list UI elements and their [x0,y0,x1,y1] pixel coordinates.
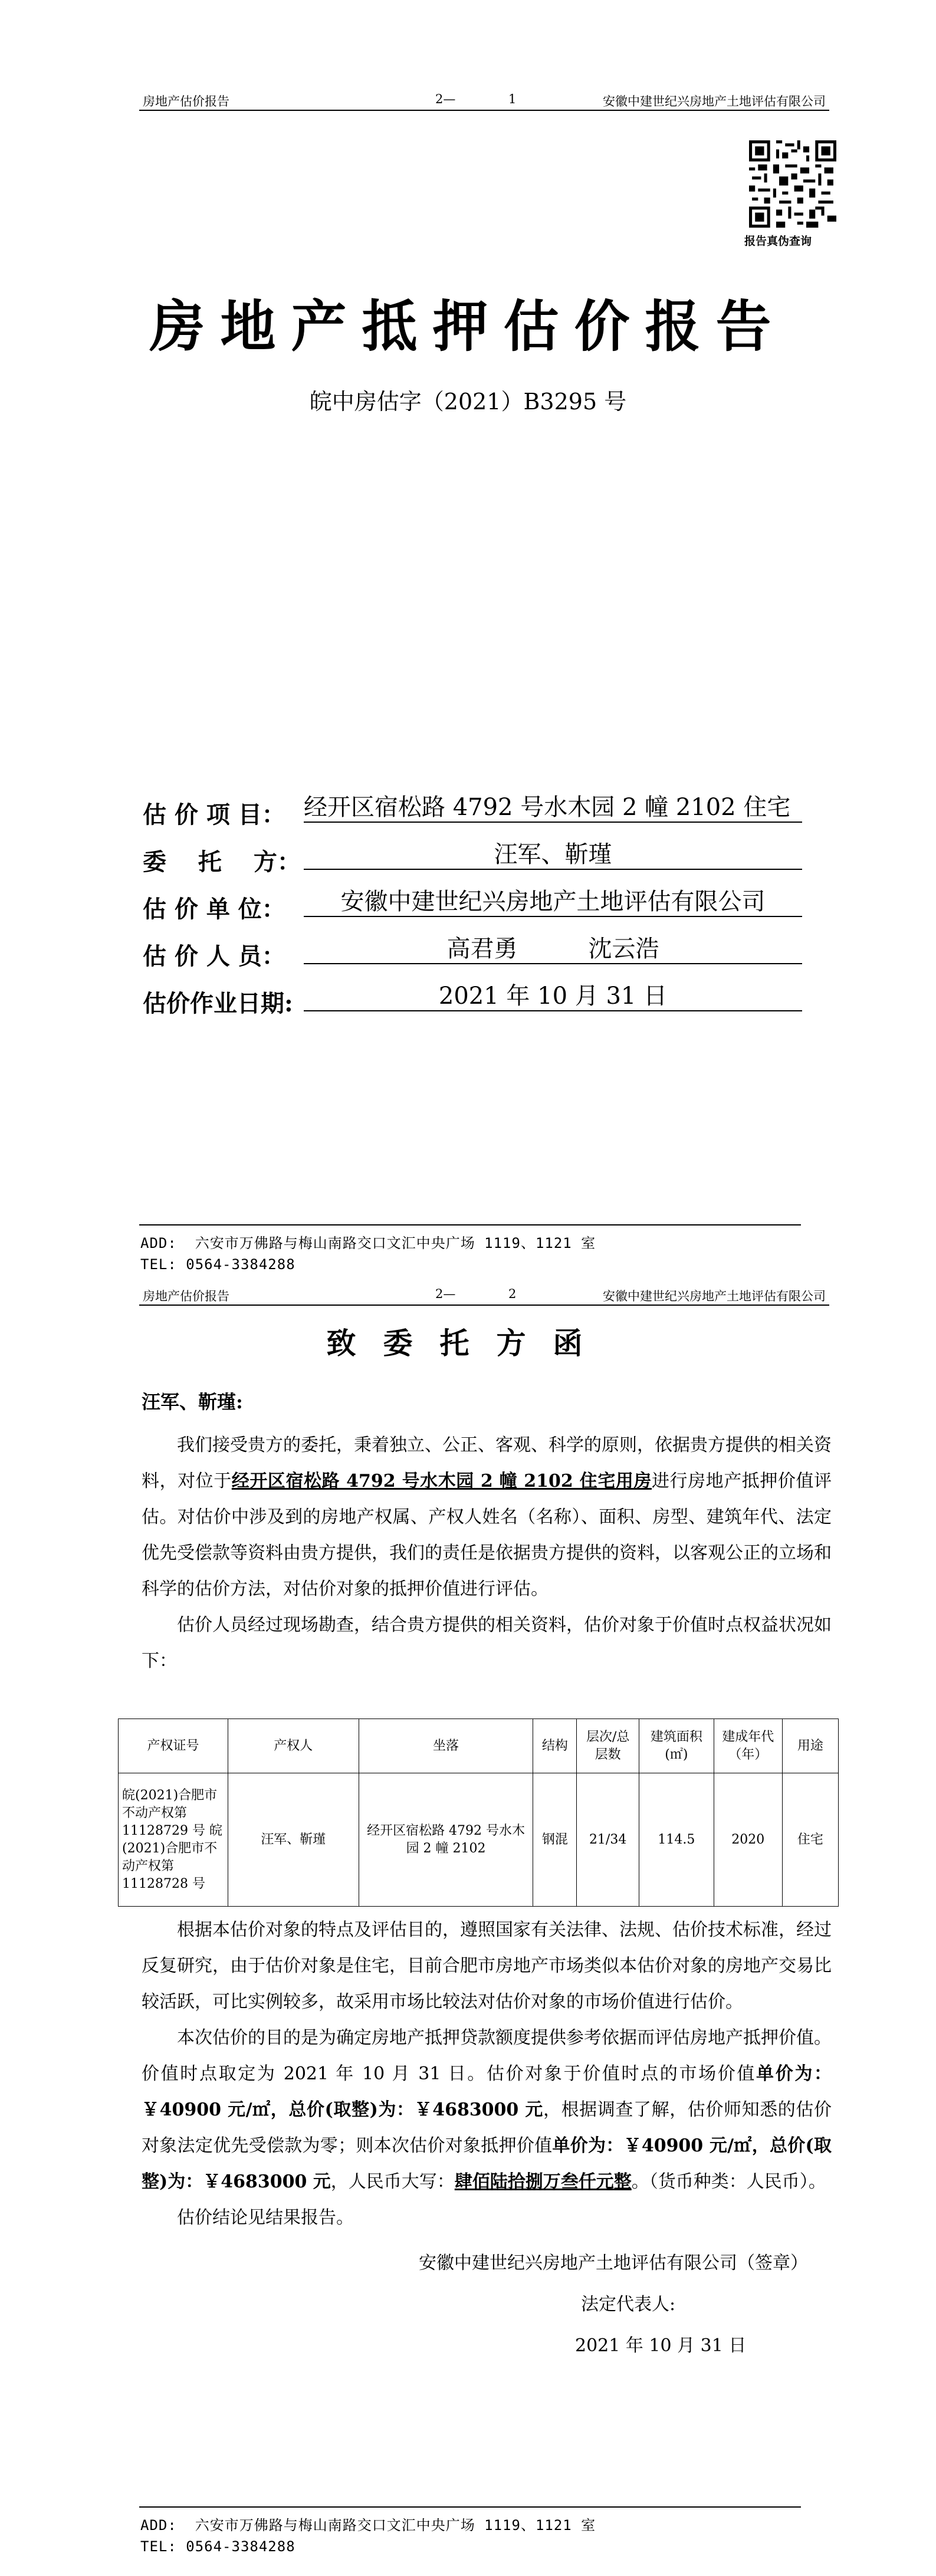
market-value: 单价为：￥40900 元/㎡，总价(取整)为：￥4683000 元 [142,2064,832,2120]
table-cell: 114.5 [639,1773,714,1907]
qr-caption: 报告真伪查询 [744,235,812,248]
table-header-row [119,1719,839,1773]
field-appraisers [143,938,285,973]
salutation: 汪军、靳瑾: [142,1391,243,1413]
letter-paragraph-4: 本次估价的目的是为确定房地产抵押贷款额度提供参考依据而评估房地产抵押价值。价值时点取定为 2021 年 10 月 31 日。估价对象于价值时点的市场价值单价为：￥40900 元/㎡，总价(取整)为：￥4683000 元，根据调查了解，估价师知悉的估价对象法定优先受偿款为零；则本次估价对象抵押价值单价为：￥40900 元/㎡，总价(取整)为：￥4683000 元，人民币大写：肆佰陆拾捌万叁仟元整。（货币种类：人民币）。 [142,2028,832,2192]
table-cell: 钢混 [533,1773,577,1907]
amount-in-words: 肆佰陆拾捌万叁仟元整 [454,2171,632,2192]
header-right: 安徽中建世纪兴房地产土地评估有限公司 [603,94,826,109]
table-cell: 经开区宿松路 4792 号水木园 2 幢 2102 [359,1773,533,1907]
table-header: 坐落 [359,1719,533,1773]
field-label: 估价作业日期: [143,990,293,1017]
table-header: 层次/总层数 [577,1719,639,1773]
table-header: 用途 [782,1719,838,1773]
mortgage-value: 单价为：￥40900 元/㎡，总价(取整)为：￥4683000 元 [142,2135,832,2192]
property-table [118,1719,839,1907]
header-divider [139,110,829,111]
property-address: 经开区宿松路 4792 号水木园 2 幢 2102 住宅用房 [231,1471,652,1491]
page-header [139,1283,829,1303]
letter-title: 致委托方函 [326,1326,610,1361]
field-client-value: 汪军、靳瑾 [304,842,802,870]
table-header: 建筑面积(㎡) [639,1719,714,1773]
company-signature: 安徽中建世纪兴房地产土地评估有限公司（签章） [419,2253,808,2273]
field-appraiser-company [143,891,285,926]
table-header: 结构 [533,1719,577,1773]
field-project-value: 经开区宿松路 4792 号水木园 2 幢 2102 住宅 [304,794,802,823]
header-page-number: 2 [508,1287,517,1301]
footer-tel: TEL: 0564-3384288 [140,1256,295,1273]
field-work-date [143,985,293,1020]
field-label: 估 价 人 员： [143,942,285,970]
table-header: 产权人 [228,1719,359,1773]
field-appraisers-value: 高君勇 沈云浩 [304,936,802,964]
footer-tel: TEL: 0564-3384288 [140,2538,295,2555]
table-header: 建成年代（年） [714,1719,782,1773]
header-page-number: 1 [508,92,517,106]
report-number: 皖中房估字（2021）B3295 号 [309,389,627,415]
letter-paragraph-2: 估价人员经过现场勘查，结合贵方提供的相关资料，估价对象于价值时点权益状况如下： [142,1615,832,1671]
table-header: 产权证号 [119,1719,228,1773]
footer-divider [139,2506,801,2508]
header-left: 房地产估价报告 [143,94,229,109]
table-cell: 21/34 [577,1773,639,1907]
page-header [139,88,829,109]
letter-paragraph-5: 估价结论见结果报告。 [177,2207,354,2228]
legal-representative: 法定代表人: [581,2294,676,2315]
field-label: 委 托 方： [143,848,301,876]
header-divider [139,1305,829,1306]
qr-code-icon[interactable] [749,140,836,228]
cover-title: 房地产抵押估价报告 [149,294,787,359]
header-page-prefix: 2— [435,92,456,106]
header-right: 安徽中建世纪兴房地产土地评估有限公司 [603,1289,826,1303]
letter-paragraph-1: 我们接受贵方的委托，秉着独立、公正、客观、科学的原则，依据贵方提供的相关资料，对位于经开区宿松路 4792 号水木园 2 幢 2102 住宅用房进行房地产抵押价值评估。对估价中涉及到的房地产权属、产权人姓名（名称）、面积、房型、建筑年代、法定优先受偿款等资料由贵方提供，我们的责任是依据贵方提供的资料，以客观公正的立场和科学的估价方法，对估价对象的抵押价值进行评估。 估价人员经过现场勘查，结合贵方提供的相关资料，估价对象于价值时点权益状况如下： [142,1427,832,1679]
field-label: 估 价 单 位： [143,895,285,923]
table-cell: 2020 [714,1773,782,1907]
letter-date: 2021 年 10 月 31 日 [575,2335,747,2356]
table-cell: 汪军、靳瑾 [228,1773,359,1907]
letter-paragraph-3: 根据本估价对象的特点及评估目的，遵照国家有关法律、法规、估价技术标准，经过反复研究，由于估价对象是住宅，目前合肥市房地产市场类似本估价对象的房地产交易比较活跃，可比实例较多，故采用市场比较法对估价对象的市场价值进行估价。 本次估价的目的是为确定房地产抵押贷款额度提供参考依据而评估房地产抵押价值。价值时点取定为 2021 年 10 月 31 日。估价对象于价值时点的市场价值单价为：￥40900 元/㎡，总价(取整)为：￥4683000 元，根据调查了解，估价师知悉的估价对象法定优先受偿款为零；则本次估价对象抵押价值单价为：￥40900 元/㎡，总价(取整)为：￥4683000 元，人民币大写：肆佰陆拾捌万叁仟元整。（货币种类：人民币）。 估价结论见结果报告。 [142,1912,832,2236]
table-cell: 住宅 [782,1773,838,1907]
header-left: 房地产估价报告 [143,1289,229,1303]
footer-divider [139,1224,801,1225]
footer-address: ADD: 六安市万佛路与梅山南路交口文汇中央广场 1119、1121 室 [140,1235,596,1251]
table-cell: 皖(2021)合肥市不动产权第 11128729 号 皖(2021)合肥市不动产权第 11128728 号 [119,1773,228,1907]
table-row [119,1773,839,1907]
header-page-prefix: 2— [435,1287,456,1301]
field-client [143,843,301,879]
field-work-date-value: 2021 年 10 月 31 日 [304,983,802,1011]
field-label: 估 价 项 目： [143,801,285,829]
field-project [143,796,285,832]
footer-address: ADD: 六安市万佛路与梅山南路交口文汇中央广场 1119、1121 室 [140,2517,596,2534]
field-appraiser-company-value: 安徽中建世纪兴房地产土地评估有限公司 [304,889,802,917]
